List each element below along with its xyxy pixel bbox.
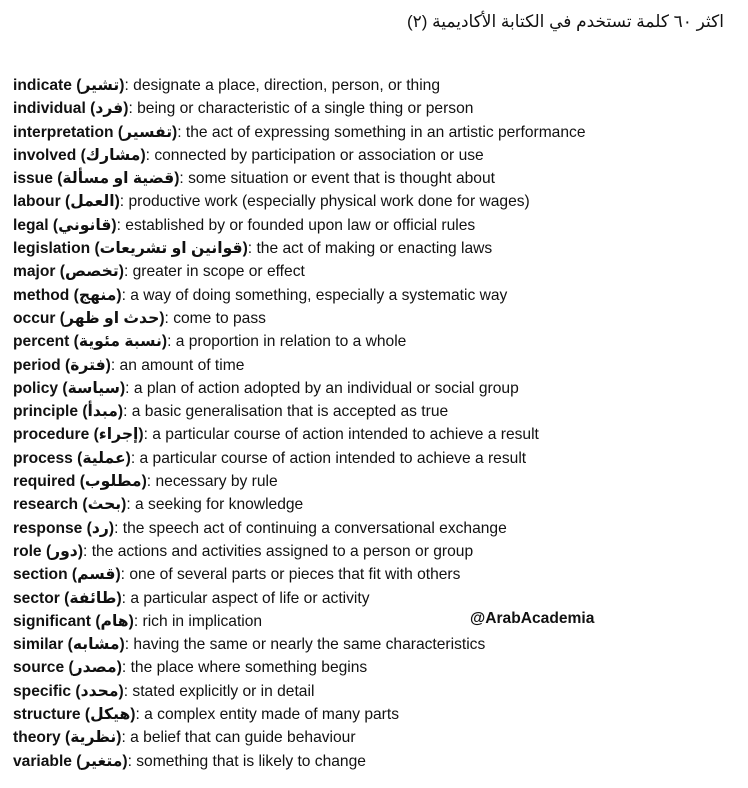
term-word: individual (13, 100, 86, 118)
term-word: legal (13, 216, 49, 234)
term-arabic: مصدر (73, 659, 117, 677)
term-arabic: رد (91, 519, 109, 537)
term-word: variable (13, 752, 72, 770)
term-arabic: قسم (77, 566, 116, 584)
term-head: method (منهج) (13, 286, 122, 304)
term-row: policy (سياسة): a plan of action adopted by an individual or social group (13, 379, 519, 397)
term-definition: the act of making or enacting laws (256, 240, 493, 258)
term-row: significant (هام): rich in implication (13, 612, 263, 630)
term-row: major (تخصص): greater in scope or effect (13, 263, 305, 281)
term-definition: designate a place, direction, person, or thing (133, 77, 441, 94)
term-definition: a basic generalisation that is accepted as true (131, 403, 449, 421)
term-word: theory (13, 729, 61, 747)
term-definition: some situation or event that is thought about (188, 170, 495, 188)
term-head: major (تخصص) (13, 263, 124, 281)
term-row: specific (محدد): stated explicitly or in detail (13, 682, 315, 700)
term-word: labour (13, 193, 61, 211)
term-word: specific (13, 682, 72, 700)
term-arabic: قضية او مسألة (62, 170, 175, 188)
term-head: role (دور) (13, 542, 84, 560)
term-row: individual (فرد): being or characteristic of a single thing or person (13, 100, 474, 118)
term-arabic: حدث او ظهر (65, 309, 160, 327)
term-definition: the actions and activities assigned to a person or group (91, 542, 474, 560)
term-arabic: قوانين او تشريعات (99, 240, 243, 258)
term-row: role (دور): the actions and activities assigned to a person or group (13, 542, 474, 560)
term-head: labour (العمل) (13, 193, 120, 211)
term-word: research (13, 496, 79, 514)
term-head: policy (سياسة) (13, 379, 126, 397)
term-definition: greater in scope or effect (132, 263, 305, 281)
term-head: principle (مبدأ) (13, 403, 124, 421)
term-word: response (13, 519, 83, 537)
term-definition: a particular aspect of life or activity (130, 589, 370, 607)
term-row: period (فترة): an amount of time (13, 356, 245, 374)
term-word: section (13, 566, 68, 584)
term-head: percent (نسبة مئوية) (13, 333, 168, 351)
term-definition: a seeking for knowledge (135, 496, 304, 514)
term-row: issue (قضية او مسألة): some situation or event that is thought about (13, 170, 495, 188)
term-head: sector (طائفة) (13, 589, 122, 607)
term-arabic: متغير (81, 752, 123, 770)
term-word: indicate (13, 77, 72, 94)
term-definition: the place where something begins (130, 659, 368, 677)
term-row: similar (مشابه): having the same or nearly the same characteristics (13, 636, 486, 654)
term-arabic: دور (51, 542, 78, 560)
term-arabic: تشير (81, 77, 120, 94)
term-arabic: نسبة مئوية (78, 333, 162, 351)
term-arabic: هام (100, 612, 129, 630)
term-definition: something that is likely to change (136, 752, 366, 770)
term-definition: productive work (especially physical work done for wages) (128, 193, 530, 211)
term-definition: established by or founded upon law or official rules (125, 216, 476, 234)
term-row: principle (مبدأ): a basic generalisation that is accepted as true (13, 403, 449, 421)
term-arabic: فترة (70, 356, 106, 374)
term-head: legislation (قوانين او تشريعات) (13, 240, 248, 258)
term-arabic: مشابه (72, 636, 120, 654)
watermark: @ArabAcademia (470, 610, 595, 627)
term-word: similar (13, 636, 64, 654)
term-word: required (13, 473, 76, 491)
page-title: اكثر ٦٠ كلمة تستخدم في الكتابة الأكاديمية (٢) (406, 12, 724, 31)
term-row: research (بحث): a seeking for knowledge (13, 496, 304, 514)
term-definition: a way of doing something, especially a systematic way (130, 286, 508, 304)
term-arabic: إجراء (98, 426, 139, 444)
term-arabic: قانوني (58, 216, 112, 234)
term-row: structure (هيكل): a complex entity made of many parts (13, 706, 399, 724)
term-word: sector (13, 589, 60, 607)
term-definition: a complex entity made of many parts (144, 706, 399, 724)
term-head: issue (قضية او مسألة) (13, 170, 180, 188)
term-arabic: مشارك (85, 146, 141, 164)
term-word: percent (13, 333, 70, 351)
term-row: required (مطلوب): necessary by rule (13, 473, 278, 491)
term-row: section (قسم): one of several parts or pieces that fit with others (13, 566, 461, 584)
term-list (13, 74, 586, 773)
term-head: research (بحث) (13, 496, 127, 514)
term-arabic: العمل (70, 193, 115, 211)
term-row: procedure (إجراء): a particular course of action intended to achieve a result (13, 426, 539, 444)
term-definition: rich in implication (142, 612, 263, 630)
term-head: involved (مشارك) (13, 146, 146, 164)
term-definition: a belief that can guide behaviour (130, 729, 356, 747)
term-row: source (مصدر): the place where something begins (13, 659, 368, 677)
term-row: interpretation (تفسير): the act of expressing something in an artistic performance (13, 123, 586, 141)
term-arabic: عملية (82, 449, 126, 467)
term-word: structure (13, 706, 81, 724)
term-word: method (13, 286, 70, 304)
term-arabic: فرد (95, 100, 124, 118)
term-row: involved (مشارك): connected by participation or association or use (13, 146, 484, 164)
term-row: theory (نظرية): a belief that can guide behaviour (13, 729, 356, 747)
term-definition: a proportion in relation to a whole (175, 333, 407, 351)
term-head: occur (حدث او ظهر) (13, 309, 165, 327)
term-word: interpretation (13, 123, 114, 141)
term-definition: the speech act of continuing a conversational exchange (122, 519, 507, 537)
term-arabic: نظرية (70, 729, 117, 747)
term-arabic: هيكل (90, 706, 131, 724)
term-head: response (رد) (13, 519, 115, 537)
term-arabic: منهج (78, 286, 117, 304)
term-row: percent (نسبة مئوية): a proportion in relation to a whole (13, 333, 407, 351)
term-row: occur (حدث او ظهر): come to pass (13, 309, 266, 327)
term-arabic: مطلوب (84, 473, 142, 491)
term-head: individual (فرد) (13, 100, 129, 118)
term-definition: a plan of action adopted by an individual or social group (133, 379, 519, 397)
term-definition: come to pass (173, 309, 266, 327)
term-arabic: تخصص (65, 263, 119, 281)
term-arabic: تفسير (123, 123, 173, 141)
term-arabic: طائفة (69, 589, 117, 607)
term-definition: one of several parts or pieces that fit with others (129, 566, 461, 584)
term-row: response (رد): the speech act of continuing a conversational exchange (13, 519, 507, 537)
term-head: indicate (تشير) (13, 77, 125, 94)
term-word: involved (13, 146, 77, 164)
term-head: period (فترة) (13, 356, 111, 374)
term-row: labour (العمل): productive work (especially physical work done for wages) (13, 193, 530, 211)
term-head: interpretation (تفسير) (13, 123, 178, 141)
term-head: similar (مشابه) (13, 636, 125, 654)
term-head: procedure (إجراء) (13, 426, 144, 444)
term-word: major (13, 263, 56, 281)
term-arabic: محدد (80, 682, 119, 700)
term-row: method (منهج): a way of doing something, especially a systematic way (13, 286, 508, 304)
term-definition: an amount of time (119, 356, 245, 374)
term-definition: a particular course of action intended to achieve a result (152, 426, 539, 444)
term-definition: a particular course of action intended to achieve a result (139, 449, 527, 467)
term-head: legal (قانوني) (13, 216, 117, 234)
term-head: source (مصدر) (13, 659, 122, 677)
term-row: legislation (قوانين او تشريعات): the act of making or enacting laws (13, 240, 493, 258)
term-word: significant (13, 612, 91, 630)
term-row: indicate (تشير): designate a place, direction, person, or thing (13, 77, 441, 94)
term-definition: stated explicitly or in detail (132, 682, 315, 700)
term-definition: having the same or nearly the same characteristics (133, 636, 486, 654)
term-definition: being or characteristic of a single thing or person (137, 100, 474, 118)
term-head: theory (نظرية) (13, 729, 122, 747)
term-head: significant (هام) (13, 612, 134, 630)
term-word: issue (13, 170, 53, 188)
term-row: process (عملية): a particular course of action intended to achieve a result (13, 449, 527, 467)
term-head: structure (هيكل) (13, 706, 136, 724)
term-arabic: بحث (87, 496, 122, 514)
term-head: process (عملية) (13, 449, 131, 467)
term-word: principle (13, 403, 78, 421)
term-arabic: سياسة (67, 379, 120, 397)
term-word: policy (13, 379, 59, 397)
term-definition: necessary by rule (155, 473, 278, 491)
term-arabic: مبدأ (87, 403, 118, 421)
term-word: process (13, 449, 73, 467)
term-head: specific (محدد) (13, 682, 124, 700)
term-definition: connected by participation or association or use (154, 146, 484, 164)
term-row: legal (قانوني): established by or founded upon law or official rules (13, 216, 476, 234)
term-row: sector (طائفة): a particular aspect of life or activity (13, 589, 370, 607)
term-word: procedure (13, 426, 90, 444)
term-word: role (13, 542, 42, 560)
term-word: source (13, 659, 65, 677)
term-head: section (قسم) (13, 566, 121, 584)
term-word: period (13, 356, 61, 374)
term-head: required (مطلوب) (13, 473, 147, 491)
term-head: variable (متغير) (13, 752, 128, 770)
term-word: occur (13, 309, 56, 327)
term-row: variable (متغير): something that is likely to change (13, 752, 366, 770)
term-word: legislation (13, 240, 91, 258)
term-definition: the act of expressing something in an artistic performance (185, 123, 586, 141)
